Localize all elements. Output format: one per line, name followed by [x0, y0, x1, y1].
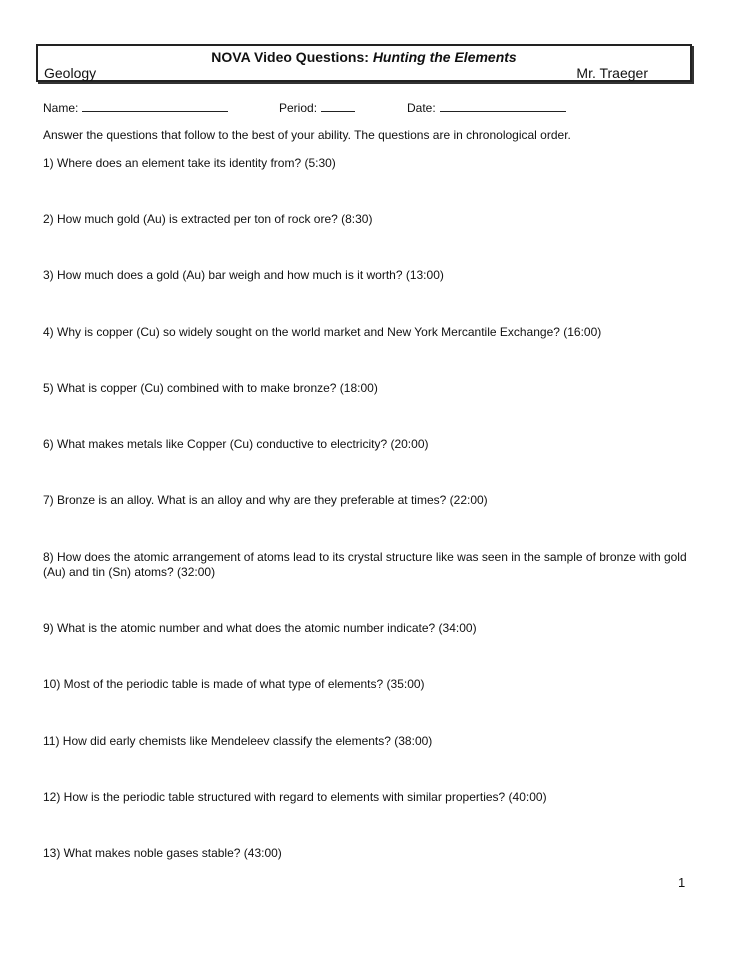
name-blank[interactable] — [82, 100, 228, 112]
worksheet-header — [36, 44, 692, 82]
period-blank[interactable] — [321, 100, 355, 112]
period-label: Period: — [279, 101, 318, 115]
question-item: 10) Most of the periodic table is made of what type of elements? (35:00) — [43, 677, 425, 691]
date-blank[interactable] — [440, 100, 566, 112]
date-field[interactable] — [407, 100, 566, 115]
question-item: 13) What makes noble gases stable? (43:00) — [43, 846, 282, 860]
teacher-label: Mr. Traeger — [576, 65, 648, 81]
title-video-name: Hunting the Elements — [372, 49, 517, 65]
question-item: 4) Why is copper (Cu) so widely sought on the world market and New York Mercantile Exchange? (16:00) — [43, 325, 602, 339]
worksheet-title — [38, 49, 690, 65]
subject-label: Geology — [44, 65, 97, 81]
question-item: 2) How much gold (Au) is extracted per ton of rock ore? (8:30) — [43, 212, 373, 226]
question-item: 11) How did early chemists like Mendeleev classify the elements? (38:00) — [43, 734, 433, 748]
instructions: Answer the questions that follow to the best of your ability. The questions are in chronological order. — [43, 128, 571, 142]
question-item: 3) How much does a gold (Au) bar weigh and how much is it worth? (13:00) — [43, 268, 444, 282]
question-item: 8) How does the atomic arrangement of atoms lead to its crystal structure like was seen in the sample of bronze with gold (Au) and tin (Sn) atoms? (32:00) — [43, 550, 687, 579]
question-item: 12) How is the periodic table structured with regard to elements with similar properties? (40:00) — [43, 790, 547, 804]
question-item: 7) Bronze is an alloy. What is an alloy and why are they preferable at times? (22:00) — [43, 493, 488, 507]
date-label: Date: — [407, 101, 436, 115]
period-field[interactable] — [279, 100, 355, 115]
page-number: 1 — [678, 875, 686, 890]
title-prefix: NOVA Video Questions: — [211, 49, 373, 65]
question-item: 1) Where does an element take its identity from? (5:30) — [43, 156, 336, 170]
question-item: 6) What makes metals like Copper (Cu) conductive to electricity? (20:00) — [43, 437, 429, 451]
question-item: 9) What is the atomic number and what does the atomic number indicate? (34:00) — [43, 621, 477, 635]
question-item: 5) What is copper (Cu) combined with to make bronze? (18:00) — [43, 381, 378, 395]
name-label: Name: — [43, 101, 79, 115]
name-field[interactable] — [43, 100, 228, 115]
